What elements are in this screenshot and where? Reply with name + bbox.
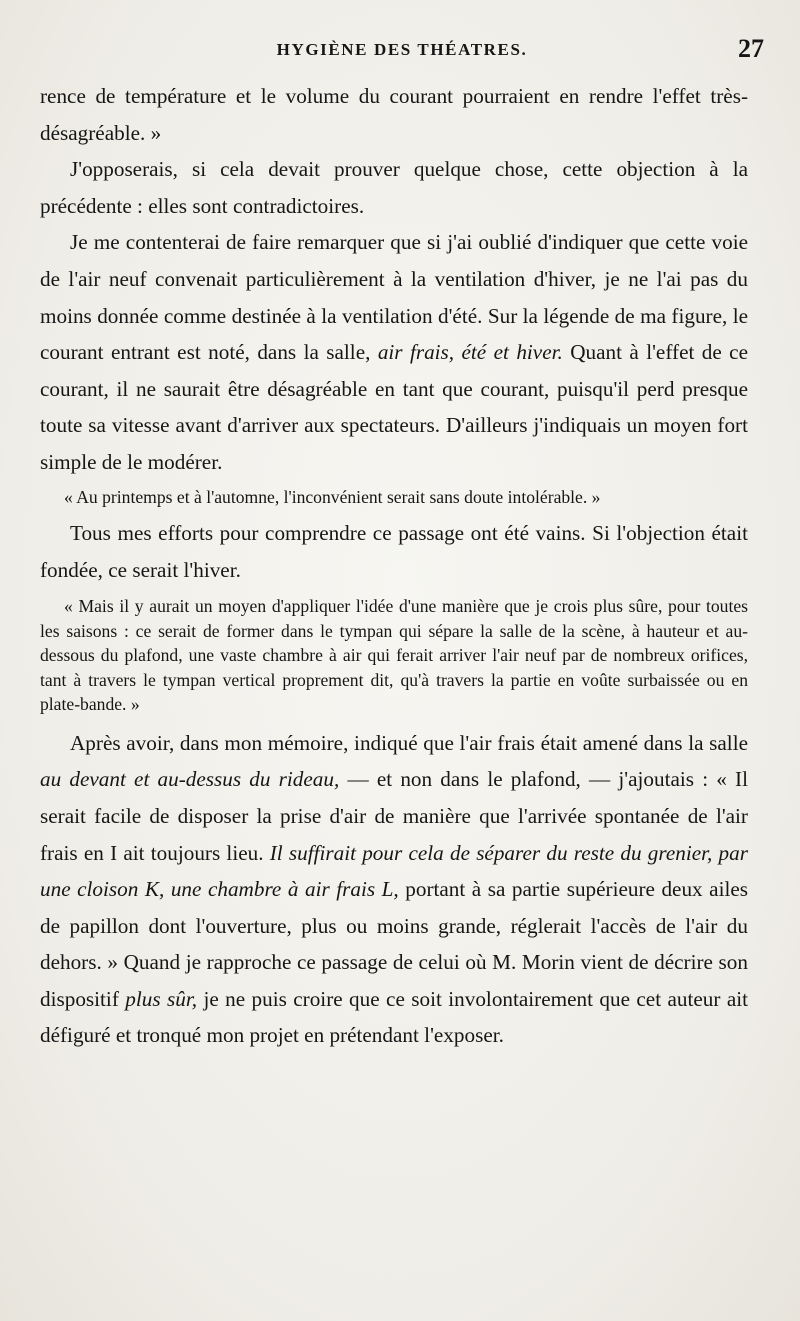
quotation-2: « Mais il y aurait un moyen d'appliquer l'idée d'une manière que je crois plus sûre, pour toutes les saisons : ce serait de former dans le tympan qui sépare la salle de la scène, à hauteur et au-dessous du plafond, une vaste chambre à air qui ferait arriver l'air neuf par de nombreux orifices, tant à travers le tympan vertical proprement dit, qu'à travers la partie en voûte surbaissée ou en plate-bande. » bbox=[40, 596, 748, 715]
body-text bbox=[40, 78, 748, 1054]
paragraph-2: J'opposerais, si cela devait prouver quelque chose, cette objection à la précédente : elles sont contradictoires. bbox=[40, 157, 748, 218]
paragraph-5: Après avoir, dans mon mémoire, indiqué que l'air frais était amené dans la salle au devant et au-dessus du rideau, — et non dans le plafond, — j'ajoutais : « Il serait facile de disposer la prise d'air de manière que l'arrivée spontanée de l'air frais en I ait toujours lieu. Il suffirait pour cela de séparer du reste du grenier, par une cloison K, une chambre à air frais L, portant à sa partie supérieure deux ailes de papillon dont l'ouverture, plus ou moins grande, réglerait l'accès de l'air du dehors. » Quand je rapproche ce passage de celui où M. Morin vient de décrire son dispositif plus sûr, je ne puis croire que ce soit involontairement que cet auteur ait défiguré et tronqué mon projet en prétendant l'exposer. bbox=[40, 730, 749, 1048]
paragraph-1: rence de température et le volume du courant pourraient en rendre l'effet très-désagréable. » bbox=[40, 84, 748, 145]
paragraph-4: Tous mes efforts pour comprendre ce passage ont été vains. Si l'objection était fondée, ce serait l'hiver. bbox=[40, 521, 748, 582]
paragraph-3: Je me contenterai de faire remarquer que si j'ai oublié d'indiquer que cette voie de l'air neuf convenait particulièrement à la ventilation d'hiver, je ne l'ai pas du moins donnée comme destinée à la ventilation d'été. Sur la légende de ma figure, le courant entrant est noté, dans la salle, air frais, été et hiver. Quant à l'effet de ce courant, il ne saurait être désagréable en tant que courant, puisqu'il perd presque toute sa vitesse avant d'arriver aux spectateurs. D'ailleurs j'indiquais un moyen fort simple de le modérer. bbox=[40, 230, 748, 474]
page-header bbox=[40, 34, 764, 74]
running-title: HYGIÈNE DES THÉATRES. bbox=[276, 40, 528, 59]
page-number: 27 bbox=[738, 34, 764, 63]
quotation-1: « Au printemps et à l'automne, l'inconvénient serait sans doute intolérable. » bbox=[64, 486, 601, 507]
